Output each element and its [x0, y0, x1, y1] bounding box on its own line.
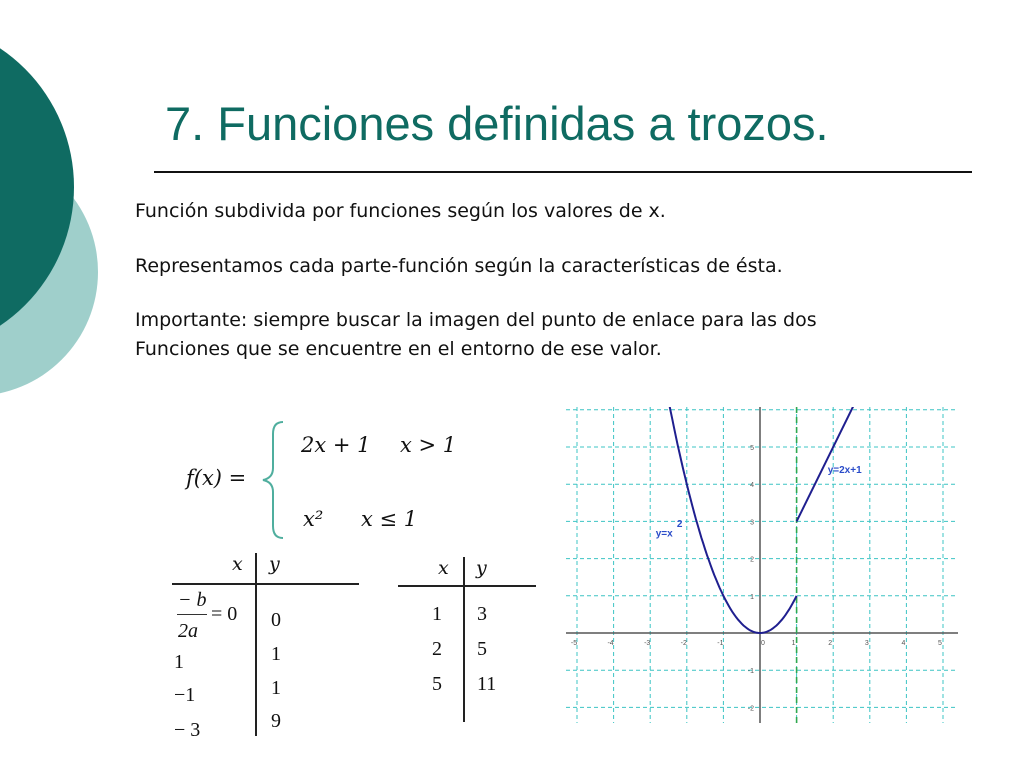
y-tick-label: 3 [750, 519, 754, 527]
piece-2-expression: x² [303, 507, 324, 531]
y-tick-label: -1 [747, 668, 754, 676]
x-tick-label: 3 [864, 640, 869, 647]
table1-fraction-bar [177, 614, 207, 615]
y-tick-label: -2 [747, 705, 754, 713]
paragraph-2: Representamos cada parte-función según la características de ésta. [135, 255, 783, 277]
x-tick-label: -5 [570, 640, 578, 647]
x-tick-label: -3 [644, 640, 651, 647]
x-tick-label: -1 [717, 640, 724, 647]
table1-y-value: 1 [271, 677, 281, 699]
paragraph-3: Importante: siempre buscar la imagen del punto de enlace para las dos [135, 309, 817, 331]
x-tick-label: 4 [901, 640, 906, 647]
table2-x-value: 5 [432, 673, 442, 695]
table1-x-value: −1 [174, 684, 196, 706]
piece-1-expression: 2x + 1 [301, 433, 371, 457]
y-tick-label: 5 [750, 445, 754, 452]
slide-title: 7. Funciones definidas a trozos. [165, 97, 829, 150]
table1-header-x: x [232, 553, 243, 575]
y-tick-label: 1 [750, 593, 754, 601]
table2-header-x: x [438, 557, 449, 579]
table1-y-value: 1 [271, 643, 281, 665]
piece-2-condition: x ≤ 1 [361, 507, 418, 531]
table1-vertex-equals: = 0 [211, 603, 238, 625]
table2-y-value: 5 [477, 638, 487, 660]
formula-brace [261, 420, 287, 540]
label-parabola-function: y=x [655, 528, 673, 540]
label-linear-function: y=2x+1 [827, 465, 862, 477]
title-underline [154, 171, 972, 173]
table1-y-value: 9 [271, 710, 281, 732]
table1-y-value: 0 [271, 609, 281, 631]
table1-header-rule [172, 583, 359, 585]
piece-1-condition: x > 1 [400, 433, 457, 457]
paragraph-1: Función subdivida por funciones según los valores de x. [135, 200, 666, 222]
function-graph [566, 407, 958, 723]
table2-x-value: 2 [432, 638, 442, 660]
table2-column-rule [463, 557, 465, 722]
table2-x-value: 1 [432, 603, 442, 625]
table1-column-rule [255, 553, 257, 736]
x-tick-label: 5 [938, 640, 942, 647]
y-tick-label: 4 [750, 482, 754, 490]
x-tick-label: -2 [680, 640, 687, 647]
table2-header-y: y [476, 557, 487, 579]
table1-vertex-numerator: − b [178, 589, 207, 611]
x-tick-label: 0 [761, 640, 765, 647]
paragraph-4: Funciones que se encuentre en el entorno de ese valor. [135, 338, 662, 360]
table1-x-value: 1 [174, 651, 184, 673]
table2-y-value: 3 [477, 603, 487, 625]
y-tick-label: 2 [750, 556, 754, 564]
x-tick-label: -4 [607, 640, 614, 647]
parabola-curve [667, 407, 797, 633]
x-tick-label: 2 [828, 640, 833, 647]
table1-header-y: y [269, 553, 280, 575]
x-tick-label: 1 [791, 640, 796, 647]
table2-header-rule [398, 585, 536, 587]
table2-y-value: 11 [477, 673, 497, 695]
table1-x-value: − 3 [174, 719, 201, 741]
label-parabola-exponent: 2 [676, 518, 683, 530]
formula-lhs: f(x) = [186, 466, 247, 490]
table1-vertex-denominator: 2a [178, 620, 198, 642]
